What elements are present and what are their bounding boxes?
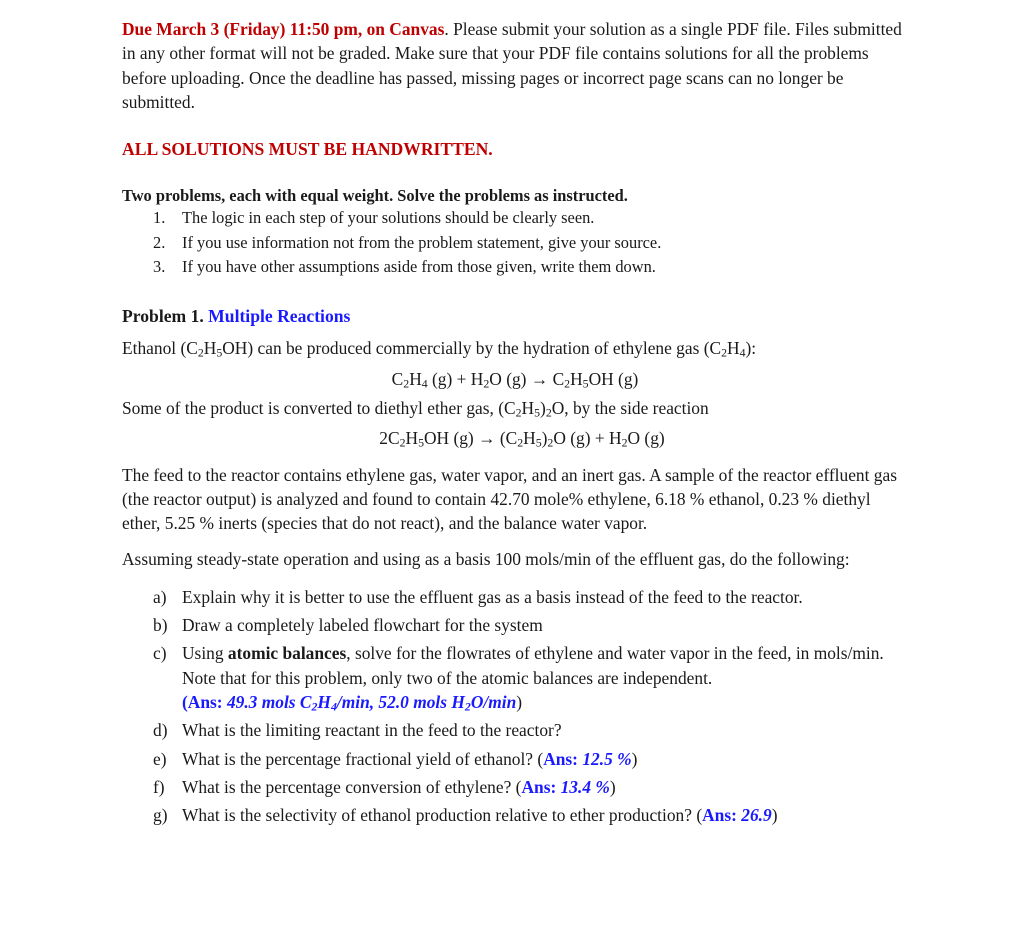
answer-e: (Ans: 12.5 %) (537, 748, 638, 769)
problem-title: Multiple Reactions (208, 306, 351, 327)
side-reaction-text: Some of the product is converted to diethyl ether gas, $(C_2H_5)_2O$, by the side reaction (122, 398, 709, 420)
answer-c: (Ans: 49.3 mols $C_2H_4/\min$, 52.0 mols $H_2O/\min$) (182, 691, 523, 714)
problem-intro: Ethanol $(C_2H_5OH)$ can be produced commercially by the hydration of ethylene gas $(C_2H_4)$: (122, 338, 757, 360)
part-text: What is the percentage fractional yield of ethanol? (182, 748, 538, 769)
part-text: Draw a completely labeled flowchart for the system (182, 615, 543, 636)
instruction-number: 3. (153, 257, 166, 276)
feed-description: The feed to the reactor contains ethylene gas, water vapor, and an inert gas. A sample of the reactor effluent gas (the reactor output) is analyzed and found to contain 42.70 mole% ethylene, 6.18 % ethanol, 0.23 % diethyl ether, 5.25 % inerts (species that do not react), and the balance water vapor. (122, 464, 897, 534)
instruction-number: 2. (153, 232, 166, 252)
part-label: a) (153, 586, 167, 607)
instruction-number: 1. (153, 208, 166, 228)
due-paragraph (122, 17, 912, 114)
assumption-text: Assuming steady-state operation and using as a basis 100 mols/min of the effluent gas, do the following: (122, 549, 850, 570)
due-text: . Please submit your solution as a single PDF file. Files submitted in any other format will not be graded. Make sure that your PDF file contains solutions for all the problems before uploading. Once the deadline has passed, missing pages or incorrect page scans can no longer be submitted. (122, 19, 902, 112)
part-d (122, 718, 912, 742)
part-g (122, 803, 912, 827)
part-e (122, 747, 912, 771)
instruction-item (122, 206, 912, 230)
document-content (122, 14, 912, 831)
part-label: e) (153, 748, 167, 769)
answer-f: (Ans: 13.4 %) (515, 776, 616, 797)
part-label: g) (153, 805, 168, 826)
instruction-text: If you have other assumptions aside from those given, write them down. (182, 257, 656, 276)
handwritten-notice: ALL SOLUTIONS MUST BE HANDWRITTEN. (122, 139, 493, 160)
part-label: f) (153, 776, 165, 797)
part-text: Explain why it is better to use the effluent gas as a basis instead of the feed to the reactor. (182, 586, 803, 607)
part-text: What is the percentage conversion of ethylene? (182, 776, 516, 797)
problem-heading (122, 306, 912, 327)
instruction-item (122, 255, 912, 279)
part-b (122, 613, 912, 637)
reaction-arrow-icon: → (530, 368, 549, 389)
reaction-equation-2: $2C_2H_5OH$ $(g) \to (C_2H_5)_2O$ $(g) + H_2O$ (g) (379, 428, 665, 450)
answer-g: (Ans: 26.9) (696, 805, 778, 826)
part-text: What is the selectivity of ethanol production relative to ether production? (182, 805, 697, 826)
problem-label: Problem 1. (122, 306, 209, 327)
instruction-text: If you use information not from the problem statement, give your source. (182, 232, 662, 252)
part-c: c) Using atomic balances, solve for the flowrates of ethylene and water vapor in the feed, in mols/min. Note that for this problem, only two of the atomic balances are independent. (Ans: 49.3 mols $C_2H_4/\min$, 52.0 mols $H_2O/\min$) (153, 643, 884, 714)
instruction-item (122, 231, 912, 255)
atomic-balances-term: atomic balances (227, 643, 347, 664)
instruction-text: The logic in each step of your solutions should be clearly seen. (182, 208, 595, 228)
part-f (122, 775, 912, 799)
part-label: b) (153, 615, 168, 636)
reaction-arrow-icon: → (478, 428, 496, 449)
problem-parts-list (122, 585, 912, 828)
due-date-label: Due March 3 (Friday) 11:50 pm, on Canvas (122, 19, 445, 39)
part-a (122, 585, 912, 609)
part-label: d) (153, 720, 168, 741)
part-label: c) (153, 643, 167, 664)
reaction-equation-1: $C_2H_4$ $(g) + H_2O$ $(g) \to C_2H_5OH$ (g) (391, 368, 639, 391)
part-text: What is the limiting reactant in the feed to the reactor? (182, 720, 562, 741)
instructions-heading: Two problems, each with equal weight. Solve the problems as instructed. (122, 186, 628, 206)
instructions-list (122, 206, 912, 279)
